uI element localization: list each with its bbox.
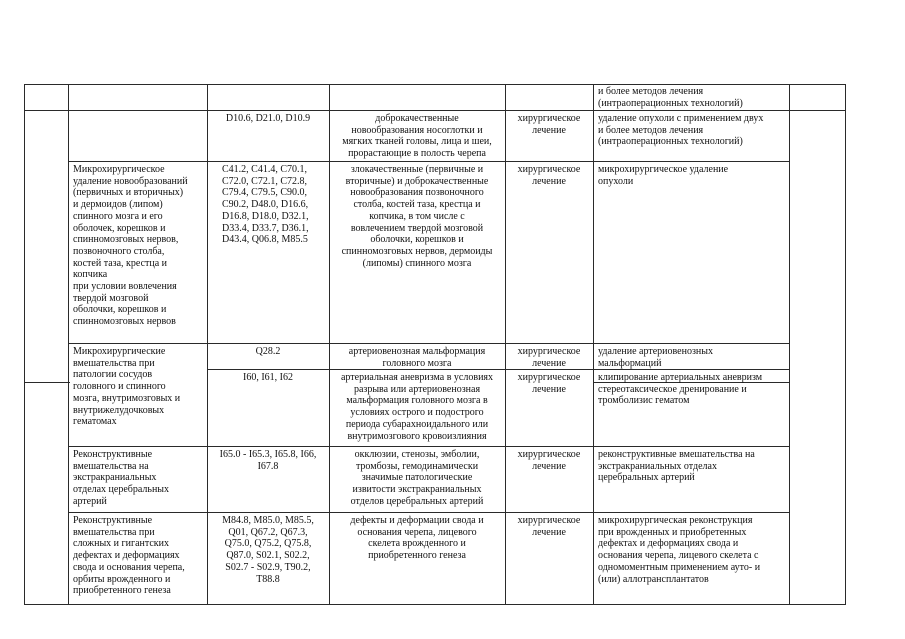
codes-cell: Q28.2: [255, 346, 281, 357]
intervention-cell: Реконструктивные вмешательства при сложных и гигантских дефектах и деформациях свода и основания черепа, орбиты врожденного и приобретенного генеза: [73, 515, 185, 597]
row-rule: [68, 446, 790, 447]
column-rule: [24, 84, 25, 605]
diagnosis-cell: артериовенозная мальформация головного мозга: [348, 346, 486, 369]
codes-cell: C41.2, C41.4, C70.1, C72.0, C72.1, C72.8, C79.4, C79.5, C90.0, C90.2, D48.0, D16.6, D16.8, D18.0, D32.1, D33.4, D33.7, D36.1, D43.4, Q06.8, M85.5: [222, 164, 309, 246]
method-cell: клипирование артериальных аневризм стереотаксическое дренирование и тромболизис гематом: [598, 372, 763, 407]
method-cell: микрохирургическая реконструкция при врожденных и приобретенных дефектах и деформациях свода и основания черепа, лицевого скелета с одномоментным применением ауто- и (или) аллотрансплантатов: [598, 515, 761, 585]
treatment-type-cell: хирургическое лечение: [517, 449, 581, 472]
row-rule: [68, 343, 790, 344]
treatment-type-cell: хирургическое лечение: [517, 372, 581, 395]
treatment-type-cell: хирургическое лечение: [517, 113, 581, 136]
method-cell: удаление артериовенозных мальформаций: [598, 346, 713, 369]
intervention-cell: Микрохирургическое удаление новообразований (первичных и вторичных) и дермоидов (липом) спинного мозга и его оболочек, корешков и спинномозговых нервов, позвоночного столба, костей таза, крестца и копчика при условии вовлечения твердой мозговой оболочки, корешков и спинномозговых нервов: [73, 164, 188, 328]
codes-cell: I60, I61, I62: [243, 372, 293, 383]
treatment-type-cell: хирургическое лечение: [517, 515, 581, 538]
codes-cell: D10.6, D21.0, D10.9: [225, 113, 311, 124]
diagnosis-cell: окклюзии, стенозы, эмболии, тромбозы, гемодинамически значимые патологические извитости экстракраниальных отделов церебральных артерий: [350, 449, 484, 507]
diagnosis-cell: доброкачественные новообразования носоглотки и мягких тканей головы, лица и шеи, прорастающие в полость черепа: [342, 113, 492, 160]
intervention-cell: Реконструктивные вмешательства на экстракраниальных отделах церебральных артерий: [73, 449, 170, 507]
row-rule: [24, 110, 846, 111]
method-cell: и более методов лечения (интраоперационных технологий): [598, 86, 743, 109]
codes-cell: I65.0 - I65.3, I65.8, I66, I67.8: [219, 449, 317, 472]
column-rule: [593, 84, 594, 605]
method-cell: удаление опухоли с применением двух и более методов лечения (интраоперационных технологий): [598, 113, 764, 148]
diagnosis-cell: артериальная аневризма в условиях разрыва или артериовенозная мальформация головного мозга в условиях острого и подострого периода субарахноидального или внутримозгового кровоизлияния: [340, 372, 494, 442]
row-rule: [24, 84, 846, 85]
column-rule: [789, 84, 790, 605]
intervention-cell: Микрохирургические вмешательства при патологии сосудов головного и спинного мозга, внутримозговых и внутрижелудочковых гематомах: [73, 346, 181, 428]
row-rule: [68, 161, 790, 162]
diagnosis-cell: злокачественные (первичные и вторичные) и доброкачественные новообразования позвоночного столба, костей таза, крестца и копчика, в том числе с вовлечением твердой мозговой оболочки, корешков и спинномозговых нервов, дермоиды (липомы) спинного мозга: [341, 164, 493, 269]
method-cell: микрохирургическое удаление опухоли: [598, 164, 729, 187]
row-rule: [68, 512, 790, 513]
column-rule: [68, 84, 69, 605]
row-rule: [24, 382, 70, 383]
diagnosis-cell: дефекты и деформации свода и основания черепа, лицевого скелета врожденного и приобретенного генеза: [350, 515, 484, 562]
column-rule: [845, 84, 846, 605]
treatment-type-cell: хирургическое лечение: [517, 346, 581, 369]
codes-cell: M84.8, M85.0, M85.5, Q01, Q67.2, Q67.3, Q75.0, Q75.2, Q75.8, Q87.0, S02.1, S02.2, S02.7 - S02.9, T90.2, T88.8: [222, 515, 314, 585]
method-cell: реконструктивные вмешательства на экстракраниальных отделах церебральных артерий: [598, 449, 755, 484]
row-rule: [24, 604, 846, 605]
treatment-type-cell: хирургическое лечение: [517, 164, 581, 187]
